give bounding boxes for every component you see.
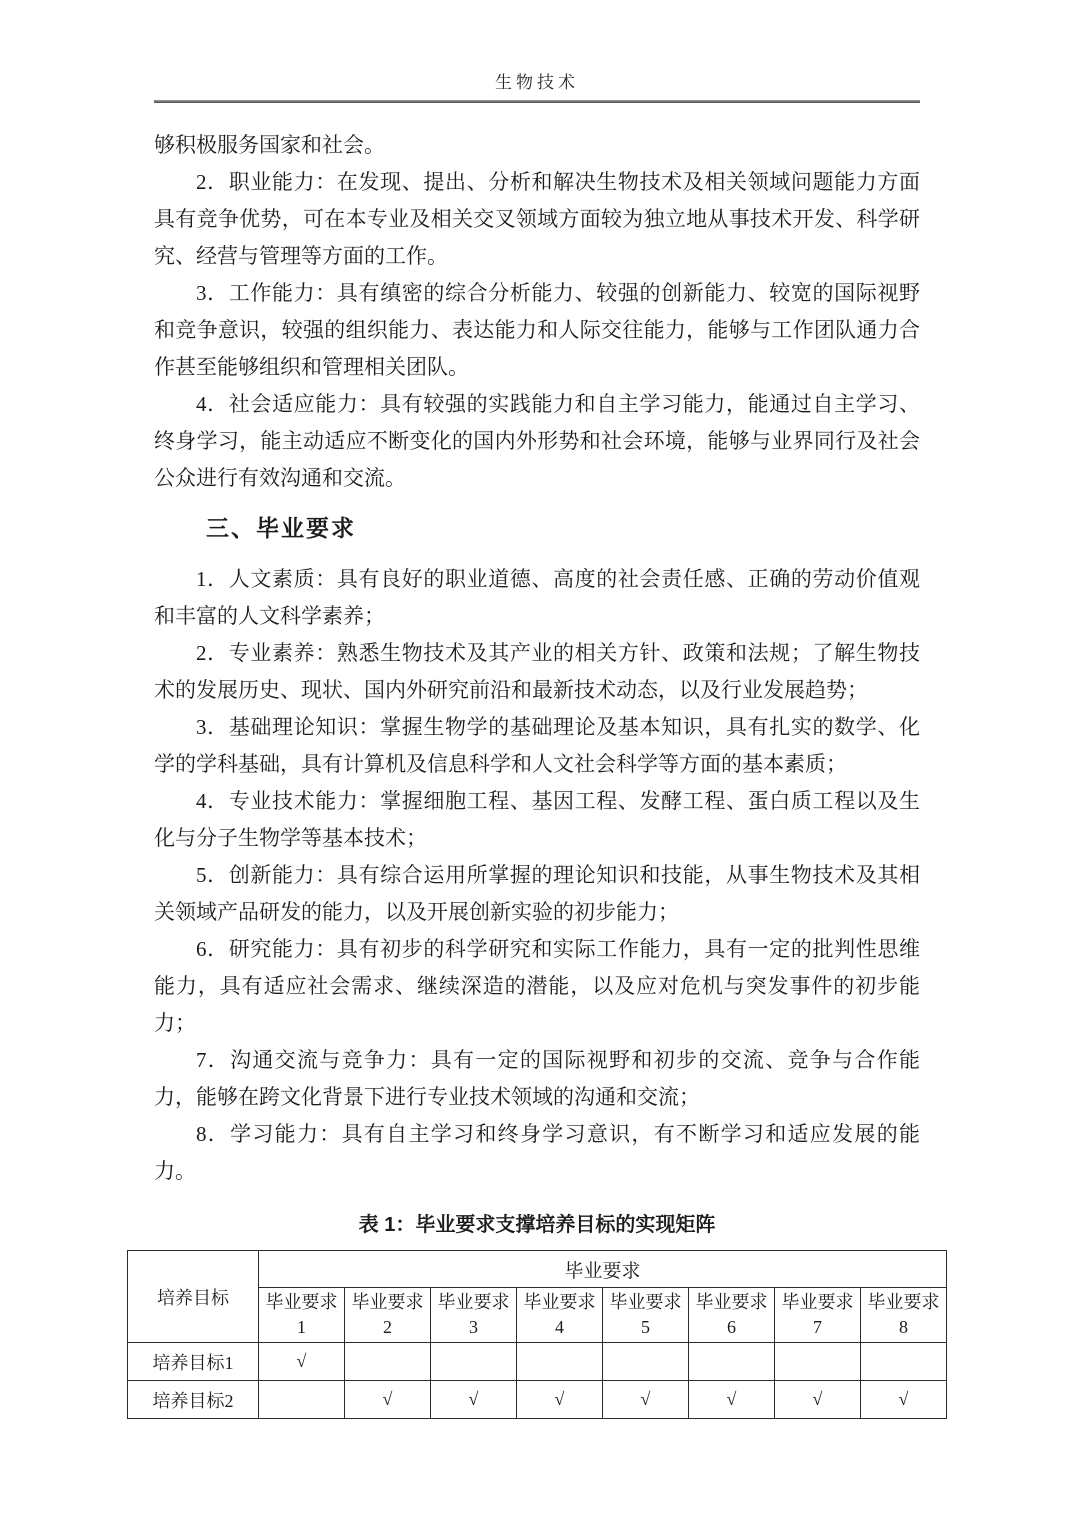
corner-header: 培养目标: [128, 1251, 259, 1343]
paragraph-continuation: 够积极服务国家和社会。: [154, 133, 385, 157]
requirement-item-5: 5．创新能力：具有综合运用所掌握的理论知识和技能，从事生物技术及其相关领域产品研发的能力，以及开展创新实验的初步能力；: [154, 863, 920, 924]
table-title: 表 1：毕业要求支撑培养目标的实现矩阵: [358, 1214, 716, 1236]
requirement-item-3: 3．基础理论知识：掌握生物学的基础理论及基本知识，具有扎实的数学、化学的学科基础，具有计算机及信息科学和人文社会科学等方面的基本素质；: [154, 715, 920, 776]
matrix-cell: [345, 1343, 431, 1381]
matrix-cell: √: [431, 1381, 517, 1419]
column-header-number: 5: [641, 1317, 650, 1337]
column-header-label: 毕业要求: [695, 1292, 768, 1312]
column-header-number: 6: [727, 1317, 736, 1337]
requirement-item-7: 7．沟通交流与竞争力：具有一定的国际视野和初步的交流、竞争与合作能力，能够在跨文化背景下进行专业技术领域的沟通和交流；: [154, 1048, 920, 1109]
column-header-label: 毕业要求: [437, 1292, 510, 1312]
column-header-number: 4: [555, 1317, 564, 1337]
section-heading-graduation-requirements: 三、毕业要求: [206, 515, 356, 541]
column-header-label: 毕业要求: [609, 1292, 682, 1312]
matrix-cell: [775, 1343, 861, 1381]
column-header-label: 毕业要求: [523, 1292, 596, 1312]
column-header-2: [345, 1288, 431, 1343]
column-header-3: [431, 1288, 517, 1343]
requirement-item-2: 2．专业素养：熟悉生物技术及其产业的相关方针、政策和法规；了解生物技术的发展历史、现状、国内外研究前沿和最新技术动态，以及行业发展趋势；: [154, 641, 920, 702]
matrix-cell: √: [775, 1381, 861, 1419]
support-matrix-table: [127, 1250, 947, 1419]
column-header-number: 2: [383, 1317, 392, 1337]
paragraph-work-ability: 3．工作能力：具有缜密的综合分析能力、较强的创新能力、较宽的国际视野和竞争意识，较强的组织能力、表达能力和人际交往能力，能够与工作团队通力合作甚至能够组织和管理相关团队。: [154, 281, 920, 379]
column-header-number: 1: [297, 1317, 306, 1337]
page-header: [154, 0, 920, 103]
matrix-cell: [603, 1343, 689, 1381]
matrix-cell: [861, 1343, 947, 1381]
column-header-1: [259, 1288, 345, 1343]
column-header-number: 7: [813, 1317, 822, 1337]
matrix-cell: [689, 1343, 775, 1381]
column-header-label: 毕业要求: [351, 1292, 424, 1312]
requirement-item-4: 4．专业技术能力：掌握细胞工程、基因工程、发酵工程、蛋白质工程以及生化与分子生物学等基本技术；: [154, 789, 920, 850]
matrix-cell: √: [689, 1381, 775, 1419]
matrix-cell: [517, 1343, 603, 1381]
matrix-cell: [431, 1343, 517, 1381]
group-header: 毕业要求: [259, 1251, 947, 1288]
row-label: 培养目标1: [128, 1343, 259, 1381]
column-header-label: 毕业要求: [265, 1292, 338, 1312]
matrix-cell: √: [259, 1343, 345, 1381]
paragraph-vocational-ability: 2．职业能力：在发现、提出、分析和解决生物技术及相关领域问题能力方面具有竞争优势，可在本专业及相关交叉领域方面较为独立地从事技术开发、科学研究、经营与管理等方面的工作。: [154, 170, 920, 268]
column-header-label: 毕业要求: [781, 1292, 854, 1312]
column-header-6: [689, 1288, 775, 1343]
column-header-label: 毕业要求: [867, 1292, 940, 1312]
matrix-cell: √: [517, 1381, 603, 1419]
column-header-number: 8: [899, 1317, 908, 1337]
table-row-objective-2: [128, 1381, 947, 1419]
matrix-cell: [259, 1381, 345, 1419]
body-content: [154, 127, 920, 1190]
table-row-objective-1: [128, 1343, 947, 1381]
header-rule: [154, 100, 920, 103]
requirement-item-1: 1．人文素质：具有良好的职业道德、高度的社会责任感、正确的劳动价值观和丰富的人文科学素养；: [154, 567, 920, 628]
paragraph-social-adaptability: 4．社会适应能力：具有较强的实践能力和自主学习能力，能通过自主学习、终身学习，能主动适应不断变化的国内外形势和社会环境，能够与业界同行及社会公众进行有效沟通和交流。: [154, 392, 920, 490]
column-header-number: 3: [469, 1317, 478, 1337]
requirement-item-6: 6．研究能力：具有初步的科学研究和实际工作能力，具有一定的批判性思维能力，具有适应社会需求、继续深造的潜能，以及应对危机与突发事件的初步能力；: [154, 937, 920, 1035]
column-header-8: [861, 1288, 947, 1343]
table-group-header-row: [128, 1251, 947, 1288]
column-header-7: [775, 1288, 861, 1343]
column-header-5: [603, 1288, 689, 1343]
matrix-cell: √: [345, 1381, 431, 1419]
row-label: 培养目标2: [128, 1381, 259, 1419]
matrix-cell: √: [861, 1381, 947, 1419]
column-header-4: [517, 1288, 603, 1343]
running-head-title: 生物技术: [495, 73, 579, 92]
requirement-item-8: 8．学习能力：具有自主学习和终身学习意识，有不断学习和适应发展的能力。: [154, 1122, 920, 1183]
matrix-cell: √: [603, 1381, 689, 1419]
